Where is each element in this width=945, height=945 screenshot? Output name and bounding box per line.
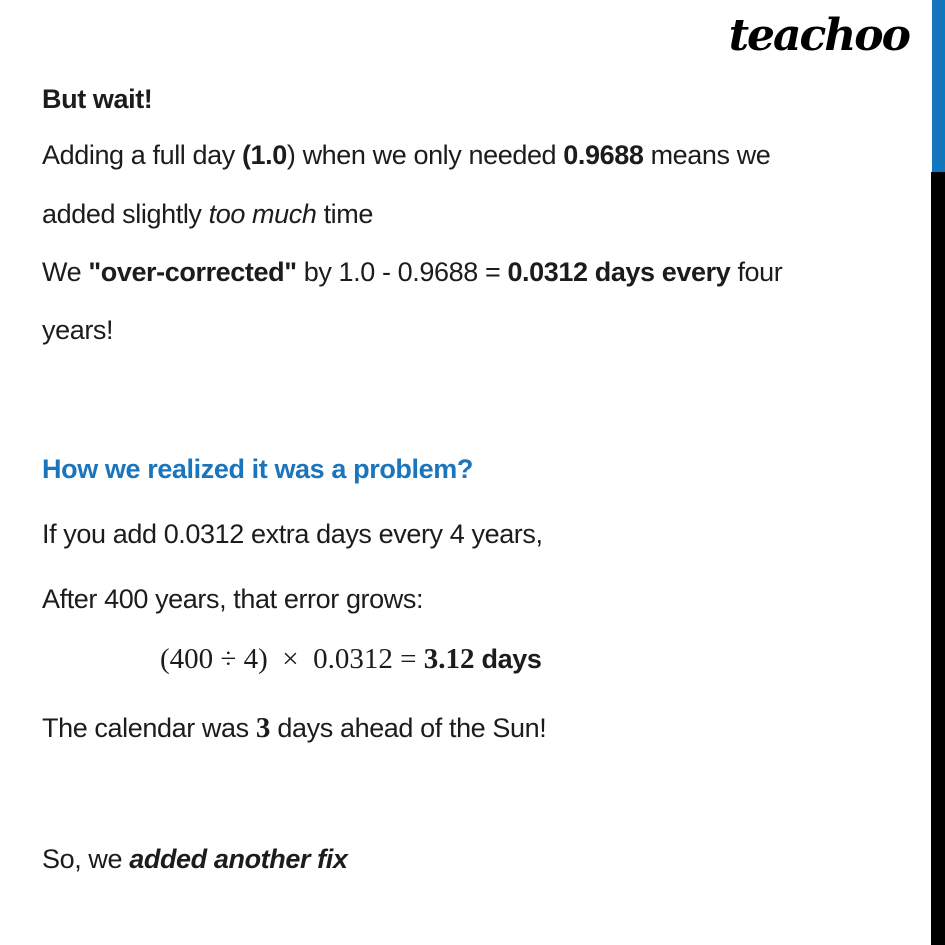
formula-error-growth: (400 ÷ 4) × 0.0312 = 3.12 days	[160, 643, 542, 675]
paragraph-overcorrected-line2: years!	[42, 315, 114, 345]
heading-how-we-realized: How we realized it was a problem?	[42, 454, 473, 484]
teachoo-logo: teachoo	[728, 10, 909, 61]
paragraph-adding-line2: added slightly too much time	[42, 199, 373, 229]
line-calendar-ahead: The calendar was 3 days ahead of the Sun!	[42, 712, 547, 744]
paragraph-overcorrected-line1: We "over-corrected" by 1.0 - 0.9688 = 0.0312 days every four	[42, 257, 783, 287]
paragraph-adding-line1: Adding a full day (1.0) when we only needed 0.9688 means we	[42, 140, 771, 170]
line-so-we-added-fix: So, we added another fix	[42, 844, 348, 874]
right-accent-bar-black	[931, 172, 945, 945]
heading-but-wait: But wait!	[42, 84, 153, 114]
line-if-you-add: If you add 0.0312 extra days every 4 years,	[42, 519, 543, 549]
line-after-400-years: After 400 years, that error grows:	[42, 584, 424, 614]
right-accent-bar-blue	[932, 0, 945, 172]
